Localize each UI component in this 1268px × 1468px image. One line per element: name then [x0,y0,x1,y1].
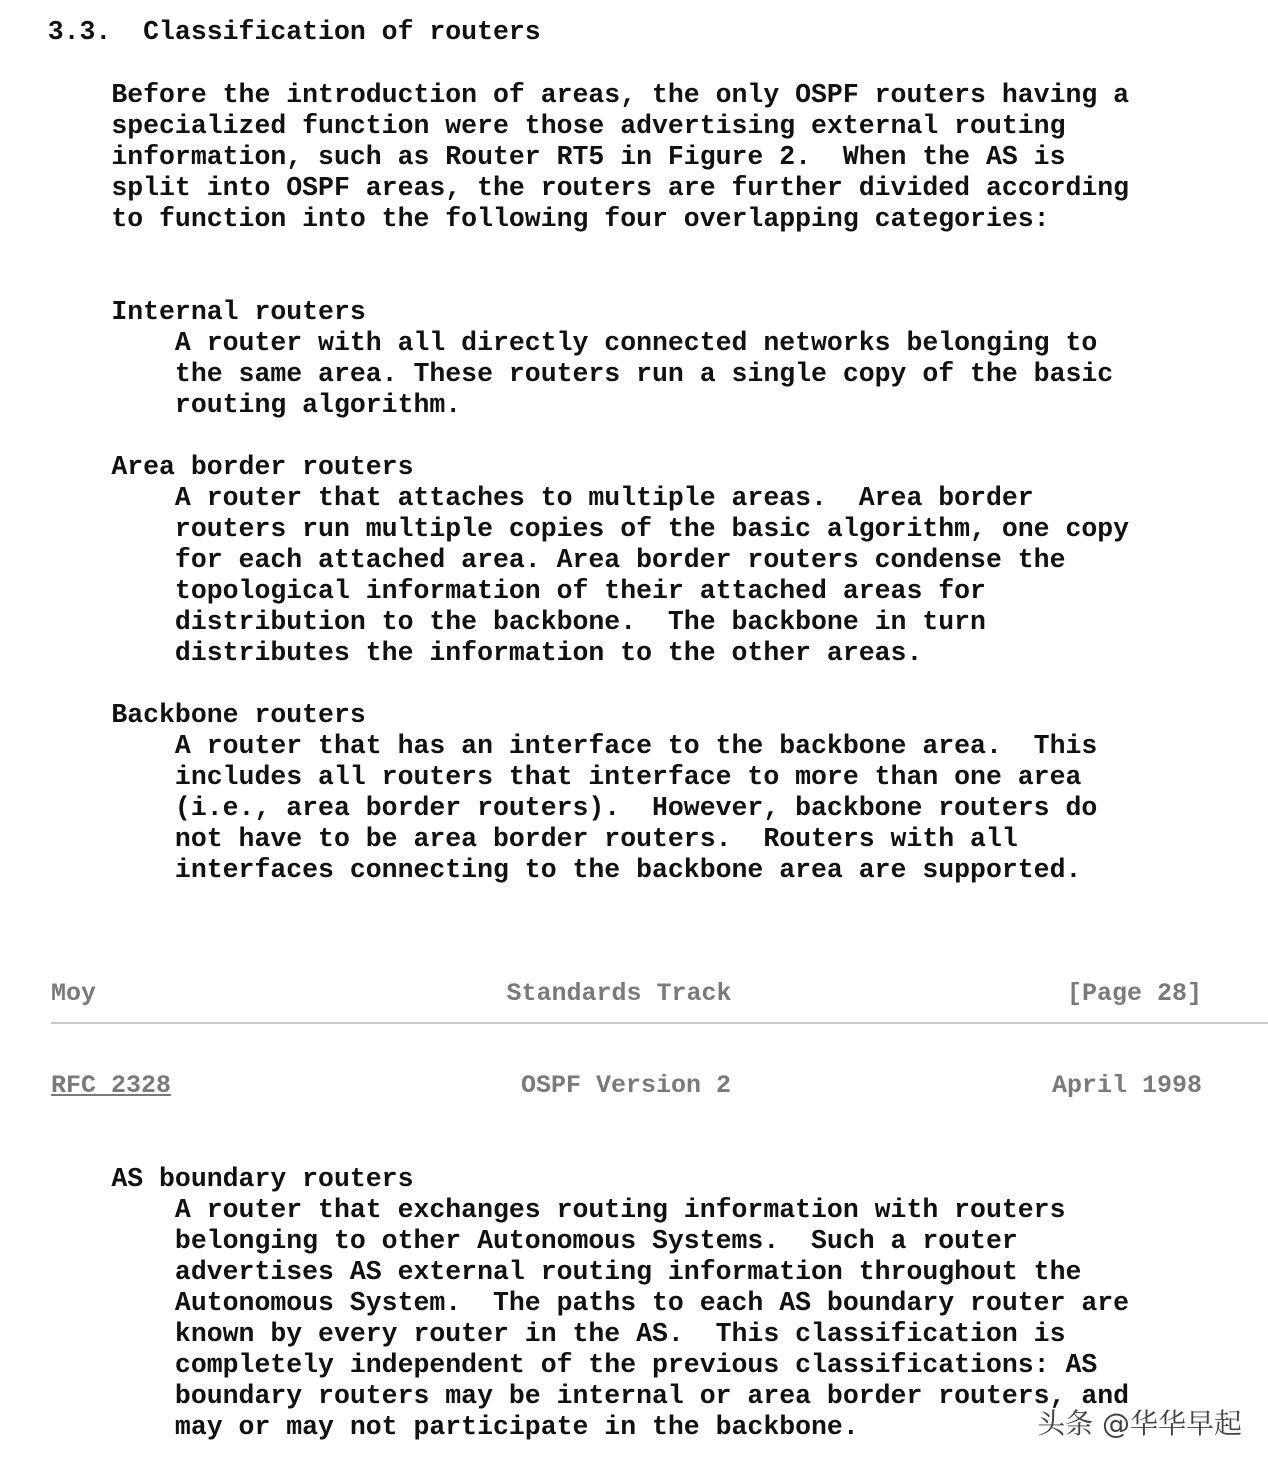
category-desc-line: A router that exchanges routing information with routers [0,1195,1066,1225]
category-desc-line: advertises AS external routing information throughout the [0,1257,1082,1287]
intro-line: to function into the following four overlapping categories: [0,204,1050,234]
category-desc-line: distribution to the backbone. The backbone in turn [0,607,986,637]
category-desc-line: completely independent of the previous classifications: AS [0,1350,1098,1380]
category-desc-line: includes all routers that interface to more than one area [0,762,1082,792]
intro-line: split into OSPF areas, the routers are further divided according [0,173,1130,203]
category-desc-line: boundary routers may be internal or area border routers, and [0,1381,1130,1411]
intro-line: Before the introduction of areas, the only OSPF routers having a [0,80,1130,110]
category-term-internal: Internal routers [0,297,366,327]
category-desc-line: not have to be area border routers. Routers with all [0,824,1018,854]
category-desc-line: distributes the information to the other areas. [0,638,923,668]
category-term-as-boundary: AS boundary routers [0,1164,414,1194]
category-desc-line: the same area. These routers run a single copy of the basic [0,359,1114,389]
footer-track: Standards Track [506,979,732,1008]
category-term-area-border: Area border routers [0,452,414,482]
intro-line: specialized function were those advertising external routing [0,111,1066,141]
footer-page-number: [Page 28] [1066,979,1202,1008]
category-desc-line: (i.e., area border routers). However, backbone routers do [0,793,1098,823]
category-desc-line: routing algorithm. [0,390,462,420]
footer-author: Moy [51,979,97,1008]
category-desc-line: known by every router in the AS. This classification is [0,1319,1066,1349]
watermark-logo: 头条 @华华早起 [1037,1407,1242,1440]
header-date: April 1998 [1051,1071,1202,1100]
category-term-backbone: Backbone routers [0,700,366,730]
category-desc-line: topological information of their attached areas for [0,576,986,606]
category-desc-line: may or may not participate in the backbone. [0,1412,859,1442]
intro-line: information, such as Router RT5 in Figure 2. When the AS is [0,142,1066,172]
category-desc-line: A router with all directly connected networks belonging to [0,328,1098,358]
category-desc-line: routers run multiple copies of the basic algorithm, one copy [0,514,1130,544]
header-title: OSPF Version 2 [520,1071,732,1100]
category-desc-line: belonging to other Autonomous Systems. Such a router [0,1226,1018,1256]
rfc-number-link[interactable]: RFC 2328 [51,1071,172,1100]
category-desc-line: interfaces connecting to the backbone area are supported. [0,855,1082,885]
page-break-divider [51,1022,1268,1024]
category-desc-line: A router that attaches to multiple areas. Area border [0,483,1034,513]
section-heading: 3.3. Classification of routers [0,17,541,47]
category-desc-line: A router that has an interface to the backbone area. This [0,731,1098,761]
category-desc-line: for each attached area. Area border routers condense the [0,545,1066,575]
category-desc-line: Autonomous System. The paths to each AS boundary router are [0,1288,1130,1318]
